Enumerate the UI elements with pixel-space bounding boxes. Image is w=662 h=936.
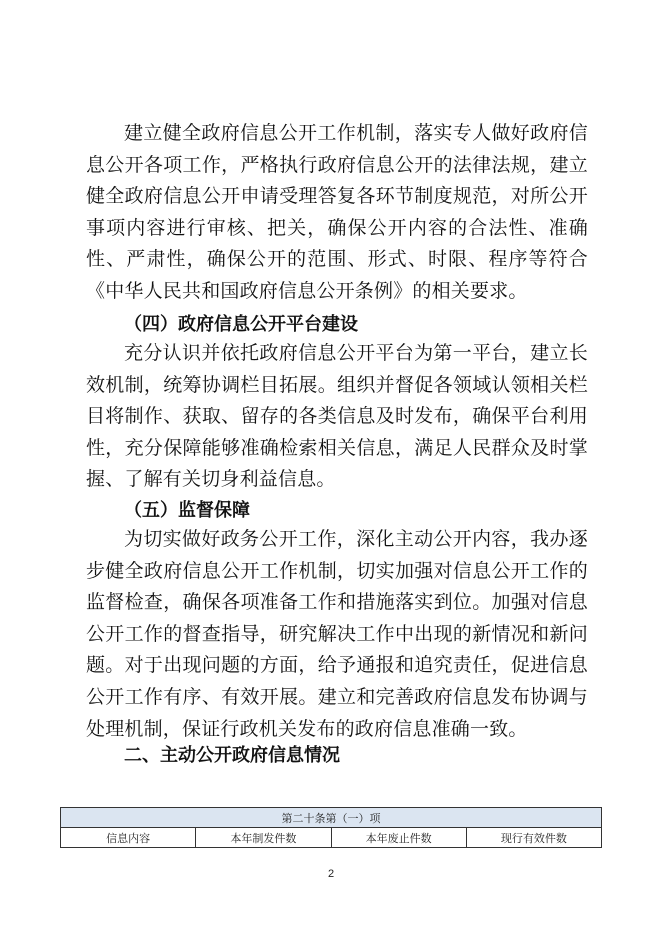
paragraph-supervision: 为切实做好政务公开工作，深化主动公开内容，我办逐步健全政府信息公开工作机制，切实加强对信息公开工作的监督检查，确保各项准备工作和措施落实到位。加强对信息公开工作的督查指导，研究解决工作中出现的新情况和新问题。对于出现问题的方面，给予通报和追究责任，促进信息公开工作有序、有效开展。建立和完善政府信息发布协调与处理机制，保证行政机关发布的政府信息准确一致。 (86, 528, 588, 740)
table-header-cell: 本年废止件数 (331, 828, 466, 848)
paragraph-mechanism: 建立健全政府信息公开工作机制，落实专人做好政府信息公开各项工作，严格执行政府信息公开的法律法规，建立健全政府信息公开申请受理答复各环节制度规范，对所公开事项内容进行审核、把关，确保公开内容的合法性、准确性、严肃性，确保公开的范围、形式、时限、程序等符合《中华人民共和国政府信息公开条例》的相关要求。 (86, 122, 588, 302)
table-title-cell: 第二十条第（一）项 (61, 808, 602, 828)
heading-supervision: （五）监督保障 (124, 500, 250, 521)
paragraph-platform: 充分认识并依托政府信息公开平台为第一平台，建立长效机制，统筹协调栏目拓展。组织并督促各领域认领相关栏目将制作、获取、留存的各类信息及时发布，确保平台利用性，充分保障能够准确检索相关信息，满足人民群众及时掌握、了解有关切身利益信息。 (86, 342, 588, 491)
heading-platform-construction: （四）政府信息公开平台建设 (124, 314, 358, 335)
table-header-cell: 信息内容 (61, 828, 196, 848)
disclosure-table (60, 807, 602, 848)
table-header-cell: 本年制发件数 (196, 828, 331, 848)
table-header-cell: 现行有效件数 (466, 828, 601, 848)
table-header-row (61, 828, 602, 848)
heading-proactive-disclosure: 二、主动公开政府信息情况 (124, 745, 340, 766)
table-title-row (61, 808, 602, 828)
page-number: 2 (327, 868, 335, 880)
